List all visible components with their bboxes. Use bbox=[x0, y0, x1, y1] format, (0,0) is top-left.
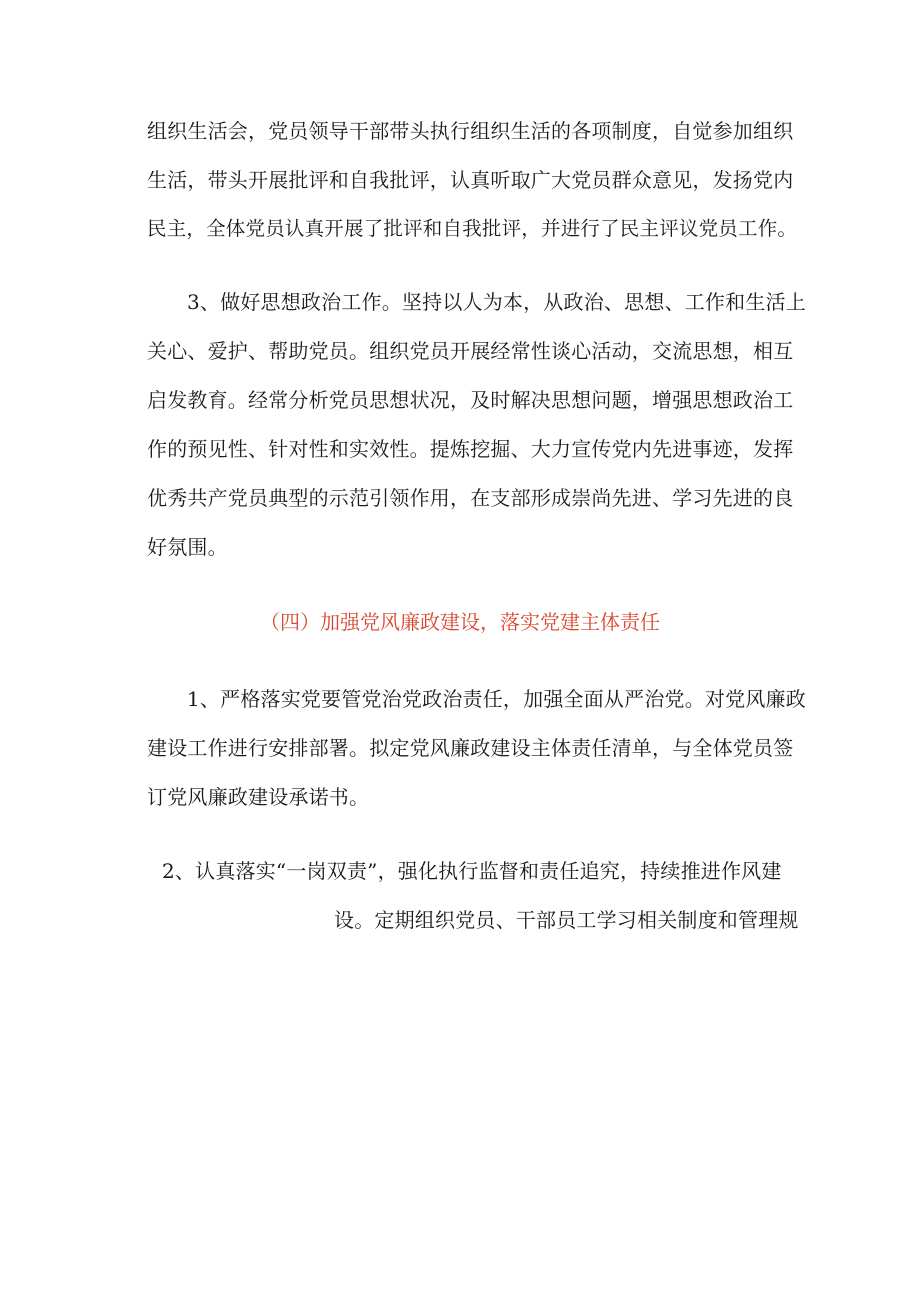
paragraph-line: 作的预见性、针对性和实效性。提炼挖掘、大力宣传党内先进事迹，发挥 bbox=[147, 437, 794, 461]
paragraph-line: 1、严格落实党要管党治党政治责任，加强全面从严治党。对党风廉政 bbox=[187, 687, 806, 711]
paragraph-line: 建设工作进行安排部署。拟定党风廉政建设主体责任清单，与全体党员签 bbox=[147, 736, 794, 760]
paragraph-line: 订党风廉政建设承诺书。 bbox=[147, 785, 370, 809]
paragraph-line: 好氛围。 bbox=[147, 535, 228, 559]
paragraph-line: 启发教育。经常分析党员思想状况，及时解决思想问题，增强思想政治工 bbox=[147, 388, 794, 412]
paragraph-line: 生活，带头开展批评和自我批评，认真听取广大党员群众意见，发扬党内 bbox=[147, 168, 794, 192]
paragraph-line: 优秀共产党员典型的示范引领作用，在支部形成崇尚先进、学习先进的良 bbox=[147, 486, 794, 510]
paragraph-line: 2、认真落实“一岗双责”，强化执行监督和责任追究，持续推进作风建 bbox=[162, 859, 782, 883]
section-heading: （四）加强党风廉政建设，落实党建主体责任 bbox=[260, 610, 660, 634]
paragraph-line: 组织生活会，党员领导干部带头执行组织生活的各项制度，自觉参加组织 bbox=[147, 119, 794, 143]
paragraph-line: 设。定期组织党员、干部员工学习相关制度和管理规 bbox=[334, 908, 799, 932]
paragraph-line: 3、做好思想政治工作。坚持以人为本，从政治、思想、工作和生活上 bbox=[187, 290, 806, 314]
paragraph-line: 关心、爱护、帮助党员。组织党员开展经常性谈心活动，交流思想，相互 bbox=[147, 339, 794, 363]
paragraph-line: 民主，全体党员认真开展了批评和自我批评，并进行了民主评议党员工作。 bbox=[147, 217, 798, 240]
